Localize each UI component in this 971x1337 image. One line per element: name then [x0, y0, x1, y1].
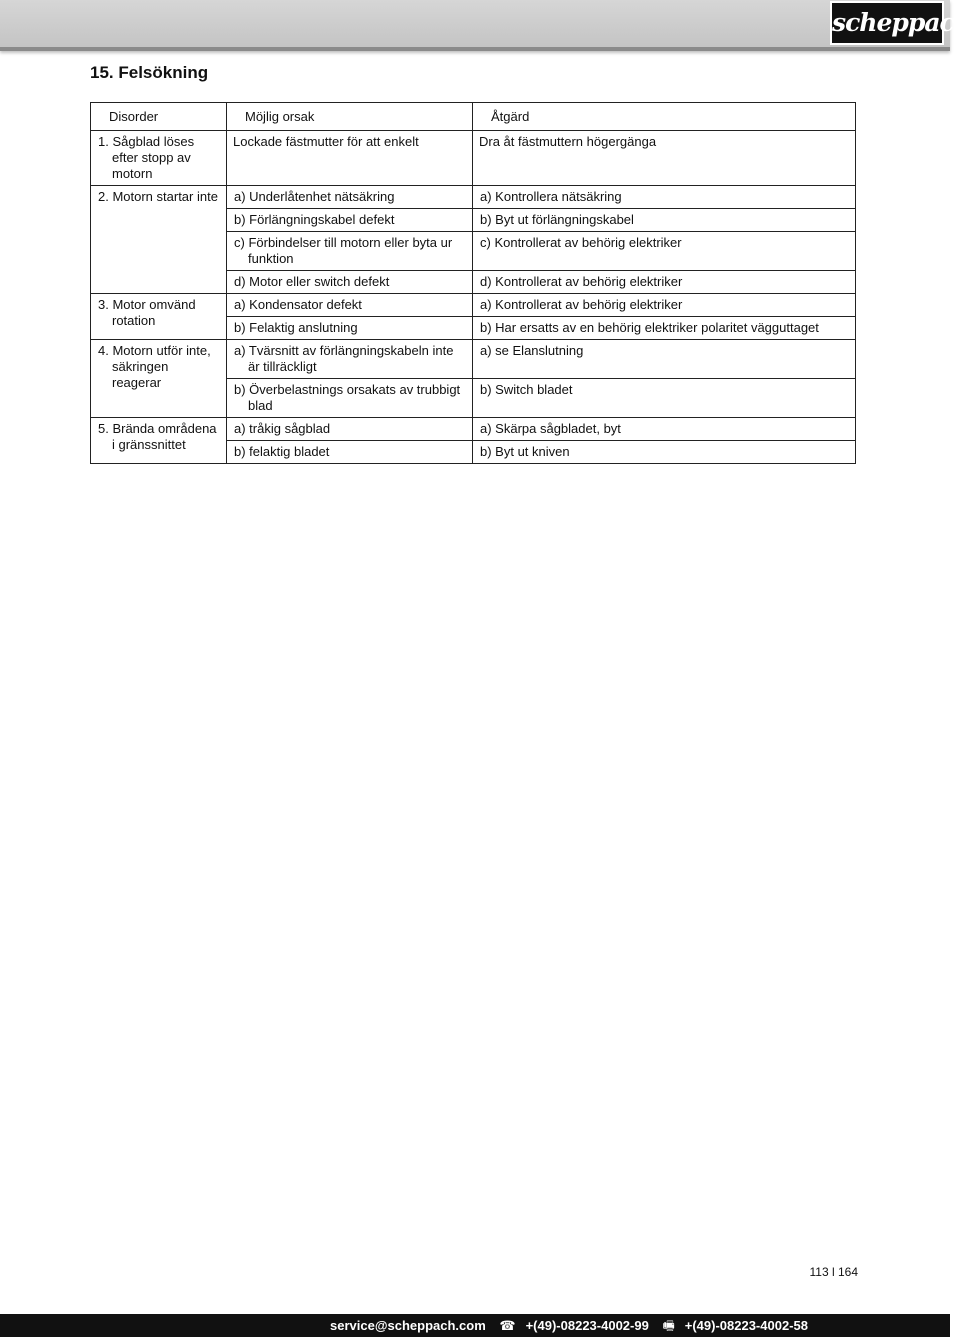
action-cell: b) Byt ut kniven	[473, 441, 856, 464]
cause-cell: a) Kondensator defekt	[227, 294, 473, 317]
header-cause: Möjlig orsak	[227, 103, 473, 131]
table-header-row	[91, 103, 856, 131]
action-cell: b) Switch bladet	[473, 379, 856, 418]
action-cell: a) Kontrollera nätsäkring	[473, 186, 856, 209]
table-row	[91, 418, 856, 441]
scheppach-logo: scheppach	[830, 1, 944, 45]
action-cell: b) Byt ut förlängningskabel	[473, 209, 856, 232]
footer-phone: +(49)-08223-4002-99	[525, 1318, 649, 1333]
disorder-cell: 4. Motorn utför inte, säkringen reagerar	[91, 340, 227, 418]
troubleshooting-table	[90, 102, 856, 464]
action-cell: Dra åt fästmuttern högergänga	[473, 131, 856, 186]
section-title: 15. Felsökning	[90, 63, 209, 82]
phone-icon: ☎	[499, 1318, 516, 1333]
cause-cell: b) Felaktig anslutning	[227, 317, 473, 340]
action-cell: b) Har ersatts av en behörig elektriker polaritet vägguttaget	[473, 317, 856, 340]
action-cell: a) Kontrollerat av behörig elektriker	[473, 294, 856, 317]
header-disorder: Disorder	[91, 103, 227, 131]
cause-cell: b) Överbelastnings orsakats av trubbigt blad	[227, 379, 473, 418]
footer-email-link[interactable]: service@scheppach.com	[330, 1318, 486, 1333]
table-row	[91, 340, 856, 379]
disorder-cell: 3. Motor omvänd rotation	[91, 294, 227, 340]
disorder-cell: 5. Brända områdena i gränssnittet	[91, 418, 227, 464]
action-cell: d) Kontrollerat av behörig elektriker	[473, 271, 856, 294]
cause-cell: b) felaktig bladet	[227, 441, 473, 464]
table-row	[91, 294, 856, 317]
disorder-cell: 2. Motorn startar inte	[91, 186, 227, 294]
top-header-bar	[0, 0, 971, 51]
action-cell: a) se Elanslutning	[473, 340, 856, 379]
disorder-cell: 1. Sågblad löses efter stopp av motorn	[91, 131, 227, 186]
table-row	[91, 186, 856, 209]
action-cell: c) Kontrollerat av behörig elektriker	[473, 232, 856, 271]
cause-cell: b) Förlängningskabel defekt	[227, 209, 473, 232]
cause-cell: a) tråkig sågblad	[227, 418, 473, 441]
table-row	[91, 131, 856, 186]
header-action: Åtgärd	[473, 103, 856, 131]
cause-cell: Lockade fästmutter för att enkelt	[227, 131, 473, 186]
action-cell: a) Skärpa sågbladet, byt	[473, 418, 856, 441]
fax-icon: 🖷	[662, 1318, 675, 1333]
cause-cell: d) Motor eller switch defekt	[227, 271, 473, 294]
footer-fax: +(49)-08223-4002-58	[684, 1318, 808, 1333]
footer-bar	[0, 1314, 950, 1337]
cause-cell: a) Underlåtenhet nätsäkring	[227, 186, 473, 209]
page-number: 113 l 164	[809, 1265, 858, 1279]
cause-cell: c) Förbindelser till motorn eller byta ur funktion	[227, 232, 473, 271]
cause-cell: a) Tvärsnitt av förlängningskabeln inte är tillräckligt	[227, 340, 473, 379]
